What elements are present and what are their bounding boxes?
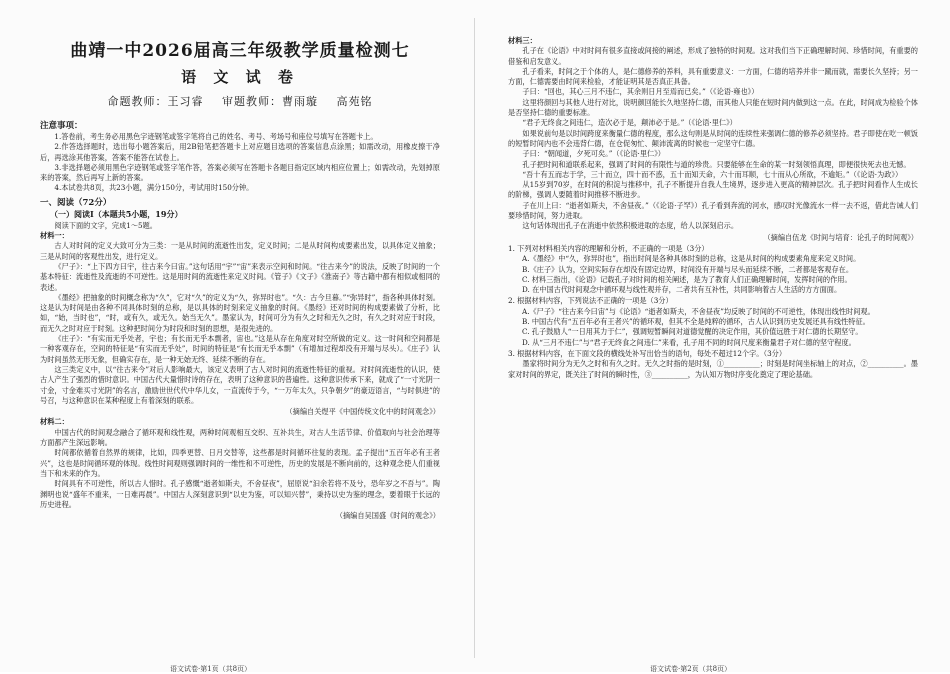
question-stem: 3. 根据材料内容，在下面文段的横线处补写出恰当的语句，每处不超过12个字。（3分） [508,348,787,358]
material-3-paragraph: “吾十有五而志于学，三十而立，四十而不惑，五十而知天命，六十而耳顺，七十而从心所欲，不逾矩。”（《论语·为政》） [522,169,903,179]
notes-title: 注意事项： [40,121,83,131]
question-2 [508,296,918,347]
subsection-title: （一）阅读Ⅰ（本题共5小题，19分） [50,208,183,219]
material-1-label: 材料一： [40,231,69,241]
subject-title: 语 文 试 卷 [181,68,299,86]
material-1-paragraph: 古人对时间的定义大致可分为三类：一是从时间的流逝性出发，定义时间；二是从时间构成要素出发，以具体定义抽象；三是从时间的客观性出发，进行定义。 [40,241,440,261]
teacher-main: 命题教师：王习睿 [107,95,204,108]
question-1 [508,244,918,295]
teacher-review: 审题教师：曹雨璇 [222,95,318,108]
page-1 [0,0,470,672]
material-3-paragraph: 子在川上曰：“逝者如斯夫，不舍昼夜。”（《论语·子罕》）孔子看到奔流的河水，感叹时光像流水一样一去不返，借此告诫人们要珍惜时间，努力进取。 [508,200,918,221]
note-item: 2.作答选择题时，选出每小题答案后，用2B铅笔把答题卡上对应题目选项的答案信息点涂黑；如需改动，用橡皮擦干净后，再选涂其他答案，答案不能答在试卷上。 [40,142,440,162]
material-3-paragraph: 孔子在《论语》中对时间有很多直接或间接的阐述，形成了独特的时间观。这对我们当下正确理解时间、珍惜时间，有重要的借鉴和启发意义。 [508,46,918,66]
material-3-paragraph: “君子无终食之间违仁，造次必于是，颠沛必于是。”（《论语·里仁》） [522,118,737,128]
material-1-paragraph: 《墨经》把抽象的时间概念称为“久”，它对“久”的定义为“久，弥异时也”。“久：古今旦暮。”“弥异时”，指各种具体时刻。这是认为时间是由各种不同具体时刻的总称，是以具体的时刻来定义抽象的时间。《墨经》还对时间的构成要素做了分析，比如，“始，当时也”，“时，或有久，或无久。始当无久”。墨家认为，时间可分为有久之时和无久之时，有久之时对应于时段，而无久之时对应于时刻。这种把时间分为时段和时刻的思想，是很先进的。 [40,292,440,333]
question-stem: 2. 根据材料内容，下列说法不正确的一项是（3分） [508,296,673,306]
footer-page-1: 语文试卷·第1页（共8页） [170,665,252,673]
question-stem: 1. 下列对材料相关内容的理解和分析，不正确的一项是（3分） [508,243,709,253]
question-option: A.《尸子》“往古来今曰宙”与《论语》“逝者如斯夫，不舍昼夜”均反映了时间的不可逆性，体现出线性时间观。 [522,306,875,316]
material-3-paragraph: 如果说前句是以时间跨度来衡量仁德的程度，那么这句则是从时间的连续性来强调仁德的修养必须坚持。君子即使在吃一顿饭的短暂时间内也不会违背仁德，在仓促匆忙、颠沛流离的时候也一定坚守仁德。 [508,128,918,148]
teacher-review-2: 高苑铭 [336,95,373,108]
material-3-paragraph: 这里将颜回与其他人进行对比，说明颜回能长久地坚持仁德，而其他人只能在短时间内做到这一点。在此，时间成为检验个体是否坚持仁德的重要标准。 [508,97,918,118]
question-option: A.《墨经》中“久，弥异时也”，指出时间是各种具体时刻的总称，这是从时间的构成要素角度来定义时间。 [522,254,861,264]
material-2-source: （摘编自吴国盛《时间的观念》） [335,511,440,521]
material-3-paragraph: 子曰：“回也，其心三月不违仁，其余则日月至焉而已矣。”（《论语·雍也》） [522,87,759,97]
teacher-line [40,93,440,109]
material-3-paragraph: 子曰：“朝闻道，夕死可矣。”（《论语·里仁》） [522,149,665,159]
note-item: 1.答卷前，考生务必用黑色字迹钢笔或签字笔将自己的姓名、考号、考场号和座位号填写在答题卡上。 [54,132,378,141]
question-option: D. 在中国古代时间观念中循环观与线性观并存，二者共有互补性，共同影响着古人生活的方方面面。 [522,285,842,295]
section-title: 一、阅读（72分） [40,197,112,208]
material-3-label: 材料三： [508,36,537,45]
page-divider [474,18,475,658]
material-3-source: （摘编自伍龙《时间与培育：论孔子的时间观》） [763,232,918,242]
question-fill-passage: 墨家将时间分为无久之时和有久之时。无久之时指的是时刻，①__________；时刻是时间坐标轴上的对点，②__________。墨家对时间的界定，既关注了时间的瞬时性，③__________，为认知万物时序变化奠定了理论基础。 [508,359,918,379]
material-3-paragraph: 孔子看来，时间之于个体的人，是仁德修养的养料，具有重要意义：一方面，仁德的培养并非一蹴而就，需要长久坚持；另一方面，仁德需要由时间来检验，才能证明其是否真正具备。 [508,66,918,87]
school-title: 曲靖一中2026届高三年级教学质量检测七 [70,41,410,61]
question-option: B.《庄子》认为，空间实际存在却没有固定边界，时间没有开端与尽头而延续不断，二者都是客观存在。 [522,264,854,274]
note-item: 3.非选择题必须用黑色字迹钢笔或签字笔作答，答案必须写在答题卡各题目指定区域内相应位置上；如需改动，先划掉原来的答案，然后再写上新的答案。 [40,162,440,183]
material-1-paragraph: 这三类定义中，以“往古来今”对后人影响最大，该定义表明了古人对时间的流逝性特征的重视。对时间流逝性的认识，使古人产生了强烈的惜时意识。中国古代大量惜时诗的存在，表明了这种意识的普遍性。这种意识传承下来，就成了“一寸光阴一寸金，寸金难买寸光阴”的名言，激励世世代代中华儿女，一直流传于今，“一万年太久，只争朝夕”的豪迈语言，“与时俱进”的号召，与这种意识在某种程度上有着深刻的联系。 [40,364,440,405]
question-option: D. 从“三月不违仁”与“君子无终食之间违仁”来看，孔子用不同的时间尺度来衡量君子对仁德的坚守程度。 [522,337,856,347]
page-2 [480,0,950,672]
material-2-paragraph: 时间具有不可逆性，所以古人惜时。孔子感慨“逝者如斯夫，不舍昼夜”，屈原说“汩余若将不及兮，恐年岁之不吾与”。陶渊明也说“盛年不重来，一日难再晨”。中国古人深刻意识到“以史为鉴，可以知兴替”，秉持以史为鉴的理念，要着眼于长远的历史进程。 [40,479,440,509]
material-2-paragraph: 中国古代的时间观念融合了循环观和线性观，两种时间观相互交织、互补共生，对古人生活节律、价值取向与社会治理等方面都产生深远影响。 [40,427,440,448]
note-item: 4.本试卷共8页，共23小题，满分150分，考试用时150分钟。 [54,183,254,193]
question-option: B. 中国古代有“五百年必有王者兴”的循环观，但其不全是纯粹的循环，古人认识到历史发展还具有线性特征。 [522,317,870,327]
material-1-paragraph: 《庄子》：“有实而无乎处者，宇也；有长而无乎本剽者，宙也。”这是从存在角度对时空所做的定义。这一时间和空间都是一种客观存在，空间的特征是“有实而无乎处”，时间的特征是“有长而无乎本剽”（有增加过程却没有开端与尽头）。《庄子》认为时间虽然无形无象，但确实存在，是一种无始无终、延续不断的存在。 [40,334,440,364]
question-3 [508,349,918,380]
question-option: C. 孔子鼓励人“一日用其力于仁”，强调短暂瞬间对道德觉醒的决定作用，其价值远胜于对仁德的长期坚守。 [522,327,863,337]
material-3-paragraph: 孔子把时间和道联系起来，强调了时间的有限性与道的珍贵。只要能够在生命的某一时刻领悟真理，即便很快死去也无憾。 [522,159,911,169]
material-2-label: 材料二： [40,417,69,427]
footer-page-2: 语文试卷·第2页（共8页） [650,665,732,673]
material-2-paragraph: 时间都依循着自然界的规律，比如，四季更替、日月交替等，这些都是时间循环往复的表现。孟子提出“五百年必有王者兴”，这也是时间循环观的体现。线性时间观则强调时间的一维性和不可逆性，历史的发展是不断向前的，这种观念使人们重视当下和未来的作为。 [40,448,440,478]
reading-intro: 阅读下面的文字，完成1～5题。 [54,220,157,230]
material-3-paragraph: 从15岁到70岁，在时间的积淀与推移中，孔子不断提升自我人生境界，逐步进入更高的精神层次。孔子把时间看作人生成长的阶梯，强调人要随着时间推移不断进步。 [508,180,918,200]
material-3-paragraph: 这句话体现出孔子在消逝中依然积极进取的态度，给人以深刻启示。 [522,221,739,231]
material-1-source: （摘编自关煜平《中国传统文化中的时间观念》） [285,407,440,417]
question-option: C. 材料三指出，《论语》记载孔子对时间的相关阐述，是为了教育人们正确理解时间，发挥时间的作用。 [522,274,852,284]
material-1-paragraph: 《尸子》：“上下四方曰宇，往古来今曰宙。”这句话用“宇”“宙”来表示空间和时间。“往古来今”的说法，反映了时间的一个基本特征：流逝性及流逝的不可逆性。这是用时间的流逝性来定义时间。《管子》《文子》《淮南子》等古籍中都有相似或相同的表述。 [40,261,440,292]
